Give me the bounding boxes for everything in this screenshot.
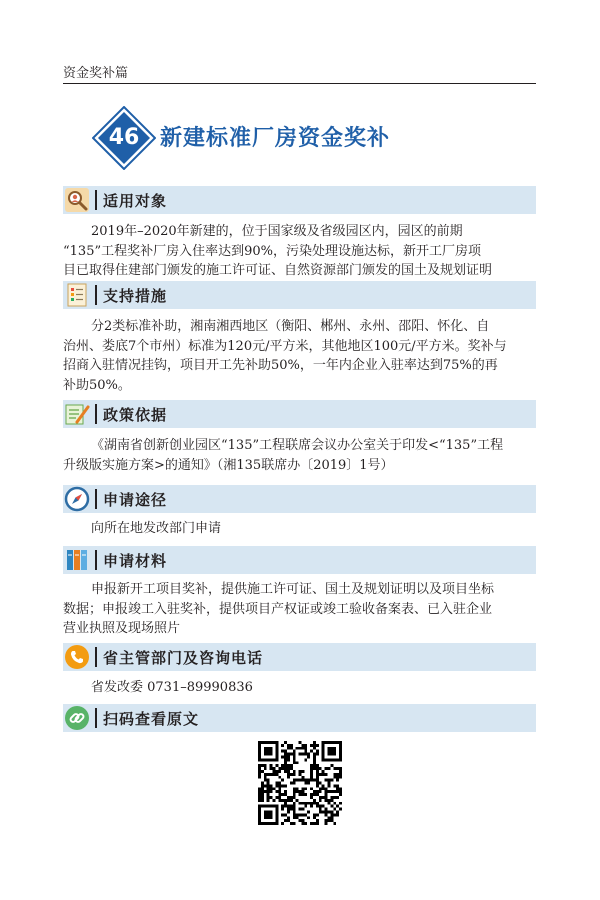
section-title: 扫码查看原文 <box>103 710 200 728</box>
section-divider <box>95 190 97 210</box>
compass-icon <box>63 485 91 513</box>
section-title: 适用对象 <box>103 192 168 210</box>
body-line: “135”工程奖补厂房入住率达到90%，污染处理设施达标，新开工厂房项 <box>63 243 481 259</box>
body-line: 申报新开工项目奖补，提供施工许可证、国土及规划证明以及项目坐标 <box>91 582 495 597</box>
section-body-target <box>63 222 536 281</box>
section-body-materials <box>63 580 536 639</box>
section-header-scan <box>63 704 536 732</box>
section-title: 申请途径 <box>103 491 168 509</box>
section-divider <box>95 285 97 305</box>
binder-icon <box>63 546 91 574</box>
phone-icon <box>63 643 91 671</box>
section-divider <box>95 404 97 424</box>
section-header-channel <box>63 485 536 513</box>
body-line: 《湖南省创新创业园区“135”工程联席会议办公室关于印发<“135”工程 <box>91 438 504 453</box>
body-line: 治州、娄底7个市州）标准为120元/平方米，其他地区100元/平方米。奖补与 <box>63 338 507 354</box>
section-header-contact <box>63 643 536 671</box>
section-header-materials <box>63 546 536 574</box>
body-line: 补助50%。 <box>63 377 131 393</box>
section-title: 申请材料 <box>103 552 168 570</box>
section-body-channel <box>63 519 536 539</box>
checklist-icon <box>63 281 91 309</box>
search-person-icon <box>63 186 91 214</box>
body-line: 2019年–2020年新建的，位于国家级及省级园区内，园区的前期 <box>91 224 463 239</box>
section-title: 政策依据 <box>103 406 168 424</box>
section-divider <box>95 550 97 570</box>
section-body-policy <box>63 436 536 475</box>
section-title: 支持措施 <box>103 287 168 305</box>
link-icon <box>63 704 91 732</box>
section-header-measures <box>63 281 536 309</box>
body-line: 目已取得住建部门颁发的施工许可证、自然资源部门颁发的国土及规划证明 <box>63 263 493 278</box>
section-header-policy <box>63 400 536 428</box>
document-pen-icon <box>63 400 91 428</box>
title-block <box>92 106 512 170</box>
section-body-contact <box>63 678 536 698</box>
section-body-measures <box>63 317 536 395</box>
section-divider <box>95 647 97 667</box>
section-title: 省主管部门及咨询电话 <box>103 649 264 667</box>
header-rule <box>63 83 536 84</box>
qr-code-icon[interactable] <box>258 741 342 825</box>
section-divider <box>95 489 97 509</box>
section-divider <box>95 708 97 728</box>
body-line: 升级版实施方案>的通知》（湘135联席办〔2019〕1号） <box>63 457 394 473</box>
body-line: 省发改委 0731–89990836 <box>91 680 253 695</box>
body-line: 分2类标准补助，湘南湘西地区（衡阳、郴州、永州、邵阳、怀化、自 <box>91 319 490 334</box>
body-line: 向所在地发改部门申请 <box>91 521 222 536</box>
body-line: 数据；申报竣工入驻奖补，提供项目产权证或竣工验收备案表、已入驻企业 <box>63 601 493 617</box>
section-header-target <box>63 186 536 214</box>
running-head: 资金奖补篇 <box>63 66 129 81</box>
page-title: 新建标准厂房资金奖补 <box>160 126 391 151</box>
chapter-number: 46 <box>108 125 140 150</box>
body-line: 营业执照及现场照片 <box>63 621 181 636</box>
body-line: 招商入驻情况挂钩，项目开工先补助50%，一年内企业入驻率达到75%的再 <box>63 358 498 373</box>
